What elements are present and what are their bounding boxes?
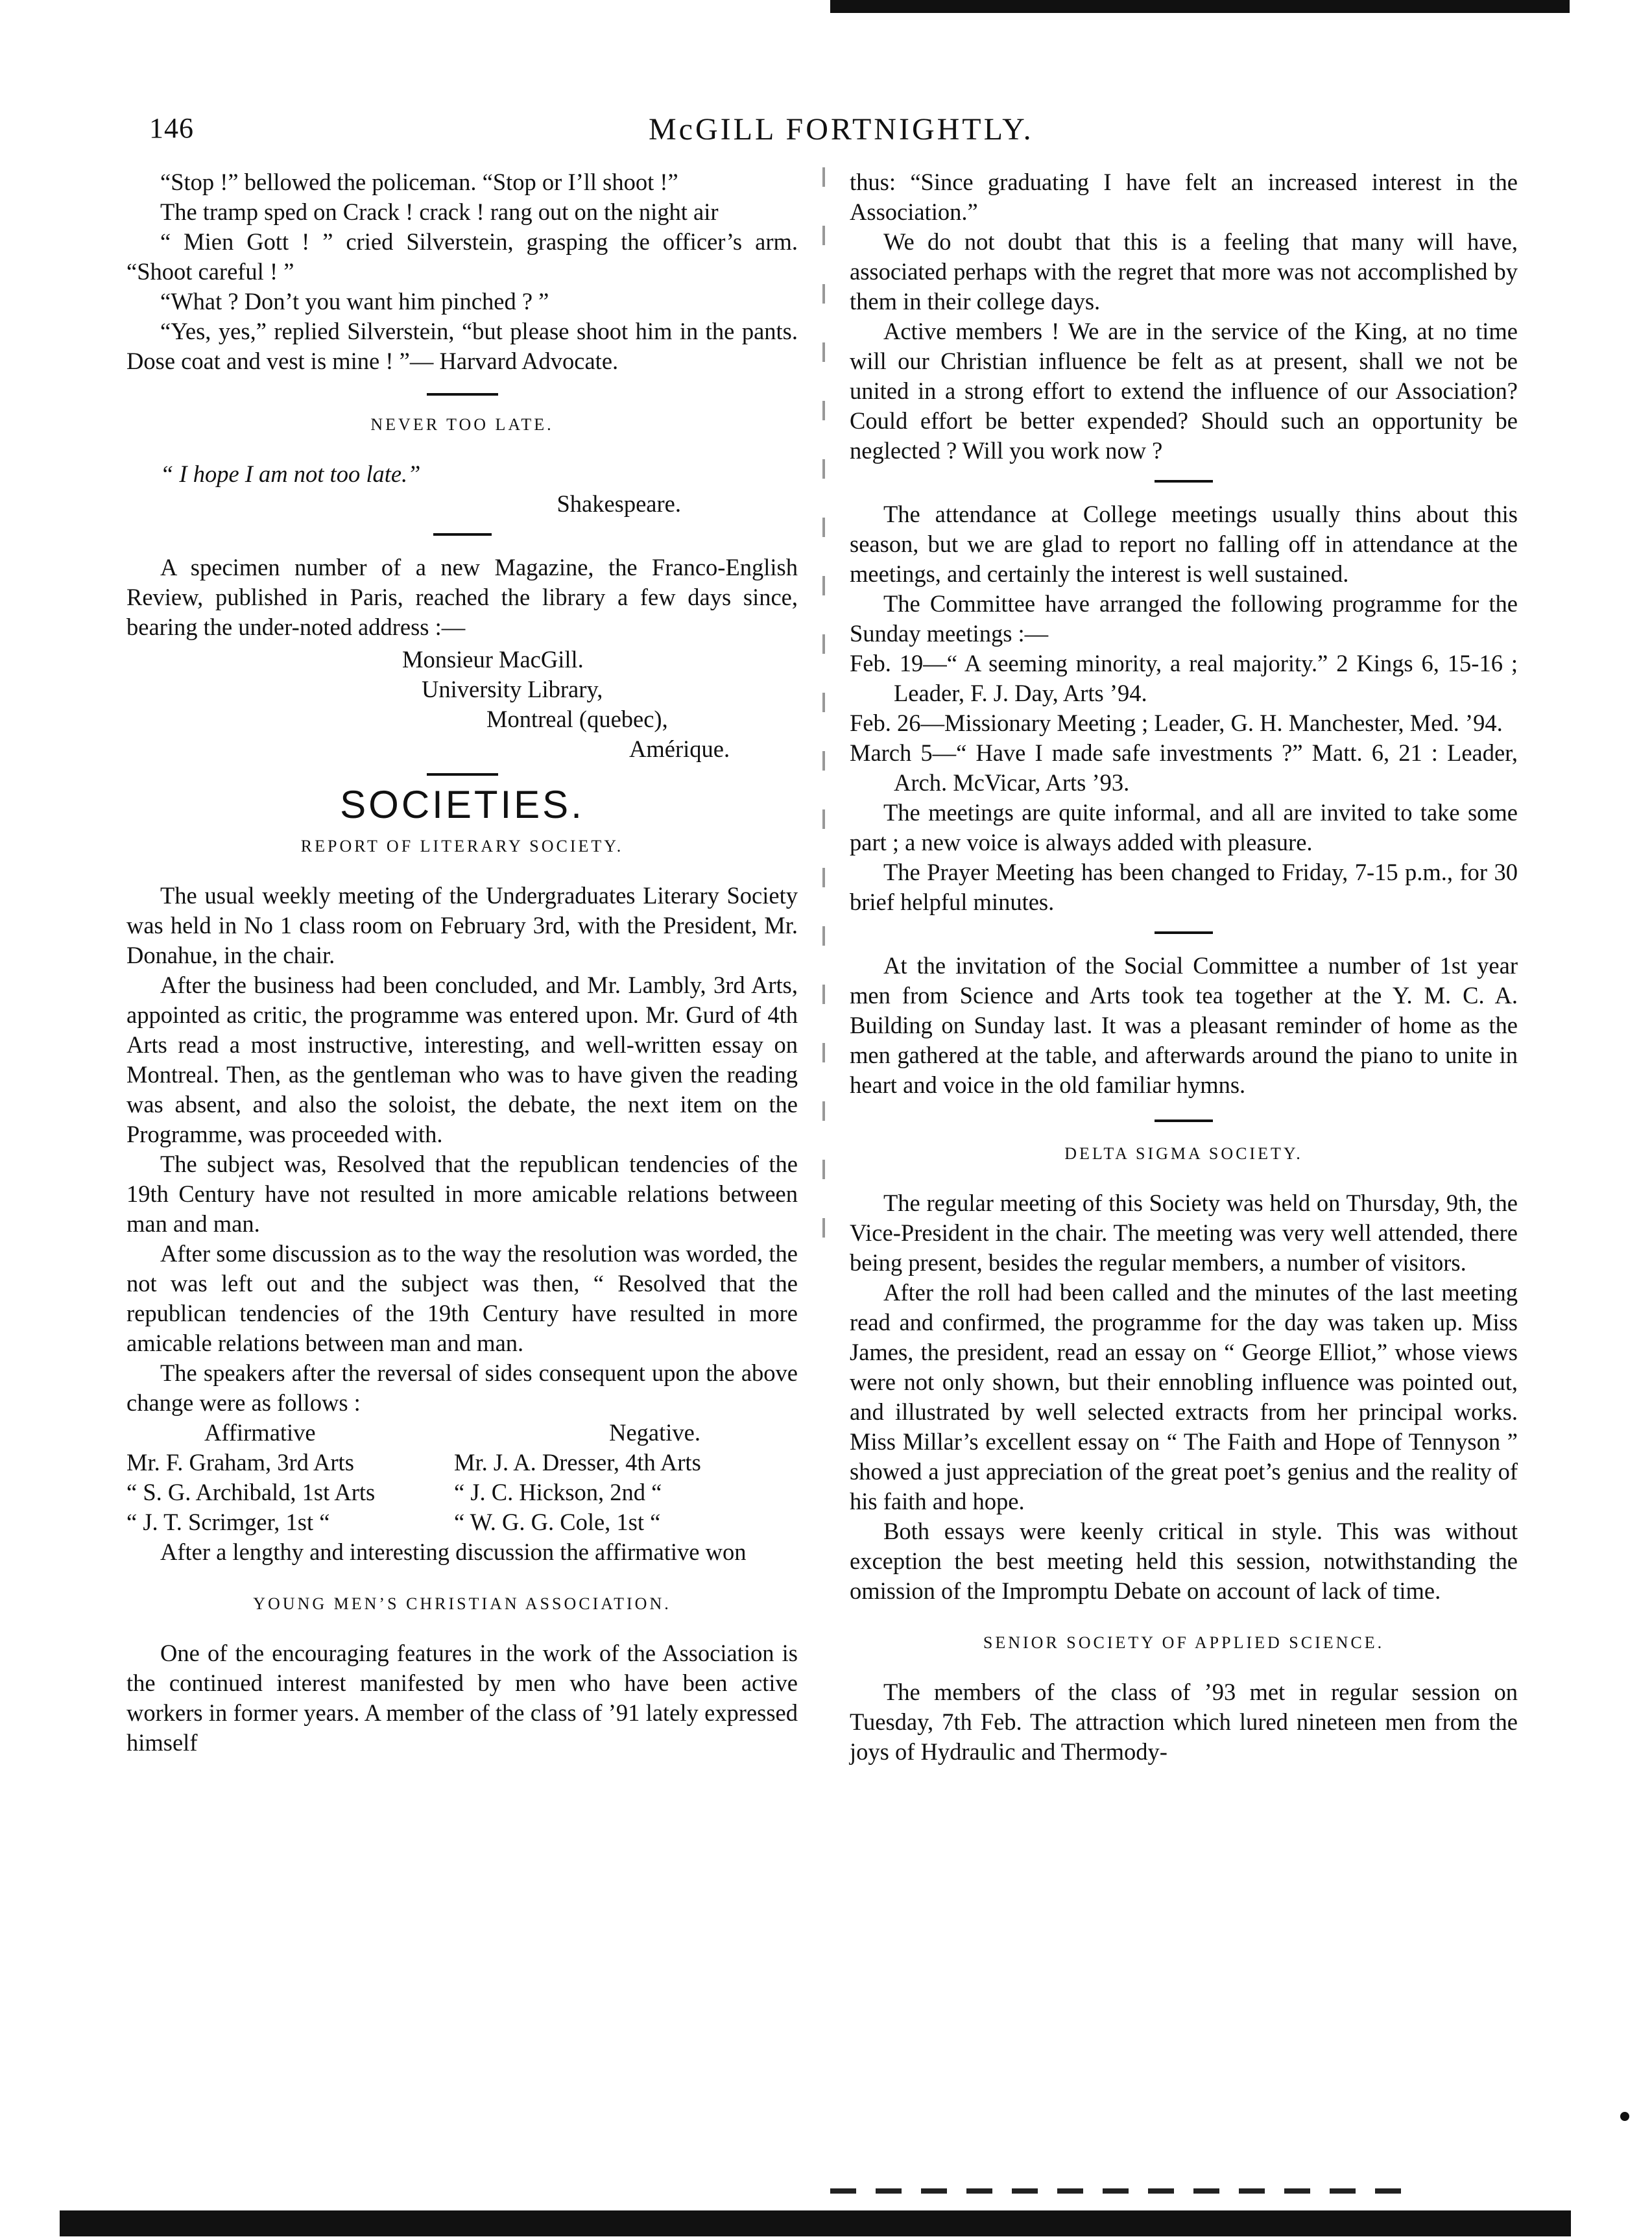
section-divider [427,773,498,776]
literary-paragraph: After some discussion as to the way the resolution was worded, the not was left out and the subject was then, “ Resolved that the republican tendencies of the 19th Century have resulted in more amicable relations between man and man. [126,1240,798,1356]
address-line: Amérique. [629,736,730,762]
debate-header [126,1418,798,1448]
affirmative-speaker: Mr. F. Graham, 3rd Arts [126,1449,354,1476]
tramp-paragraph: “What ? Don’t you want him pinched ? ” [160,288,549,315]
ymca-heading: YOUNG MEN’S CHRISTIAN ASSOCIATION. [253,1594,671,1613]
margin-dot [1620,2112,1629,2121]
schedule-entry-text: Feb. 19—“ A seeming minority, a real majority.” 2 Kings 6, 15-16 ; Leader, F. J. Day, Arts ’94. [850,650,1518,706]
schedule-entry-text: Feb. 26—Missionary Meeting ; Leader, G. H. Manchester, Med. ’94. [850,710,1503,736]
tramp-paragraph: “ Mien Gott ! ” cried Silverstein, grasping the officer’s arm. “Shoot careful ! ” [126,228,798,285]
schedule-entry [850,649,1518,708]
negative-speaker: “ W. G. G. Cole, 1st “ [454,1509,661,1535]
delta-sigma-paragraph: After the roll had been called and the minutes of the last meeting read and confirmed, the programme for the day was taken up. Miss James, the president, read an essay on “ George Elliot,” whose views were not only shown, but their ennobling influence was pointed out, and illustrated by well selected extracts from her principal works. Miss Millar’s excellent essay on “ The Faith and Hope of Tennyson ” showed a just appreciation of the great poet’s genius and the reality of his faith and hope. [850,1279,1518,1515]
ymca-paragraph: Active members ! We are in the service of the King, at no time will our Christian influence be felt as at present, shall we not be united in a strong effort to extend the influence of our Association? Could effort be better expended? Should such an opportunity be neglected ? Will you work now ? [850,318,1518,464]
section-divider [1155,931,1213,934]
affirmative-label: Affirmative [204,1419,316,1446]
literary-paragraph: The subject was, Resolved that the republican tendencies of the 19th Century have not resulted in more amicable relations between man and man. [126,1151,798,1237]
negative-speaker: “ J. C. Hickson, 2nd “ [454,1479,662,1505]
literary-paragraph: The speakers after the reversal of sides consequent upon the above change were as follows : [126,1359,798,1416]
page-number: 146 [149,112,194,144]
debate-row [126,1507,798,1537]
applied-science-heading: SENIOR SOCIETY OF APPLIED SCIENCE. [983,1633,1385,1652]
address-line: Monsieur MacGill. [402,646,584,673]
debate-row [126,1448,798,1478]
never-too-late-quote: “ I hope I am not too late.” [160,461,421,487]
literary-paragraph: After the business had been concluded, and Mr. Lambly, 3rd Arts, appointed as critic, the programme was entered upon. Mr. Gurd of 4th Arts read a most instructive, interesting, and well-written essay on Montreal. Then, as the gentleman who was to have given the reading was absent, and also the soloist, the debate, the next item on the Programme, was proceeded with. [126,972,798,1147]
bottom-dashed-rule [830,2188,1414,2194]
debate-row [126,1478,798,1507]
never-too-late-heading: NEVER TOO LATE. [370,415,554,434]
delta-sigma-heading: DELTA SIGMA SOCIETY. [1064,1144,1303,1163]
societies-heading: SOCIETIES. [340,783,584,826]
applied-science-paragraph: The members of the class of ’93 met in regular session on Tuesday, 7th Feb. The attraction which lured nineteen men from the joys of Hydraulic and Thermody- [850,1679,1518,1765]
left-column [126,167,798,1758]
meetings-paragraph: The attendance at College meetings usually thins about this season, but we are glad to report no falling off in attendance at the meetings, and certainly the interest is well sustained. [850,501,1518,587]
delta-sigma-paragraph: The regular meeting of this Society was held on Thursday, 9th, the Vice-President in the chair. The meeting was very well attended, there being present, besides the regular members, a number of visitors. [850,1190,1518,1276]
informal-paragraph: The meetings are quite informal, and all are invited to take some part ; a new voice is always added with pleasure. [850,799,1518,856]
specimen-paragraph: A specimen number of a new Magazine, the Franco-English Review, published in Paris, reached the library a few days since, bearing the under-noted address :— [126,554,798,640]
tramp-paragraph: The tramp sped on Crack ! crack ! rang out on the night air [160,198,719,225]
affirmative-speaker: “ S. G. Archibald, 1st Arts [126,1479,376,1505]
postal-address [126,645,798,764]
literary-society-heading: REPORT OF LITERARY SOCIETY. [300,837,624,856]
meeting-schedule [850,649,1518,798]
tramp-paragraph: “Stop !” bellowed the policeman. “Stop or I’ll shoot !” [160,169,678,195]
negative-label: Negative. [609,1419,700,1446]
tramp-paragraph: “Yes, yes,” replied Silverstein, “but please shoot him in the pants. Dose coat and vest is mine ! ”— Harvard Advocate. [126,318,798,374]
affirmative-speaker: “ J. T. Scrimger, 1st “ [126,1509,330,1535]
address-line: University Library, [422,676,603,702]
ymca-paragraph: One of the encouraging features in the work of the Association is the continued interest manifested by men who have been active workers in former years. A member of the class of ’91 lately expressed himself [126,1640,798,1756]
schedule-entry [850,738,1518,798]
right-column [850,167,1518,1767]
running-head [149,112,1511,157]
literary-paragraph: The usual weekly meeting of the Undergraduates Literary Society was held in No 1 class room on February 3rd, with the President, Mr. Donahue, in the chair. [126,882,798,968]
tea-paragraph: At the invitation of the Social Committee a number of 1st year men from Science and Arts took tea together at the Y. M. C. A. Building on Sunday last. It was a pleasant reminder of home as the men gathered at the table, and afterwards around the piano to unite in heart and voice in the old familiar hymns. [850,952,1518,1098]
ymca-continued: thus: “Since graduating I have felt an increased interest in the Association.” [850,169,1518,225]
literary-closing: After a lengthy and interesting discussion the affirmative won [160,1539,747,1565]
schedule-entry-text: March 5—“ Have I made safe investments ?” Matt. 6, 21 : Leader, Arch. McVicar, Arts ’93. [850,739,1518,796]
section-divider [427,393,498,396]
address-line: Montreal (quebec), [486,706,668,732]
negative-speaker: Mr. J. A. Dresser, 4th Arts [454,1449,701,1476]
schedule-entry [850,708,1518,738]
meetings-paragraph: The Committee have arranged the following programme for the Sunday meetings :— [850,590,1518,647]
journal-title: McGILL FORTNIGHTLY. [649,112,1034,147]
ymca-paragraph: We do not doubt that this is a feeling that many will have, associated perhaps with the regret that more was not accomplished by them in their college days. [850,228,1518,315]
section-divider [1155,1120,1213,1122]
section-divider [433,533,492,536]
delta-sigma-paragraph: Both essays were keenly critical in style. This was without exception the best meeting held this session, notwithstanding the omission of the Impromptu Debate on account of lack of time. [850,1518,1518,1604]
quote-attribution: Shakespeare. [557,490,681,517]
column-gutter-mark [822,167,825,1270]
section-divider [1155,480,1213,483]
top-border-rule [830,0,1570,13]
bottom-border-rule [60,2210,1571,2236]
prayer-meeting-paragraph: The Prayer Meeting has been changed to Friday, 7-15 p.m., for 30 brief helpful minutes. [850,859,1518,915]
